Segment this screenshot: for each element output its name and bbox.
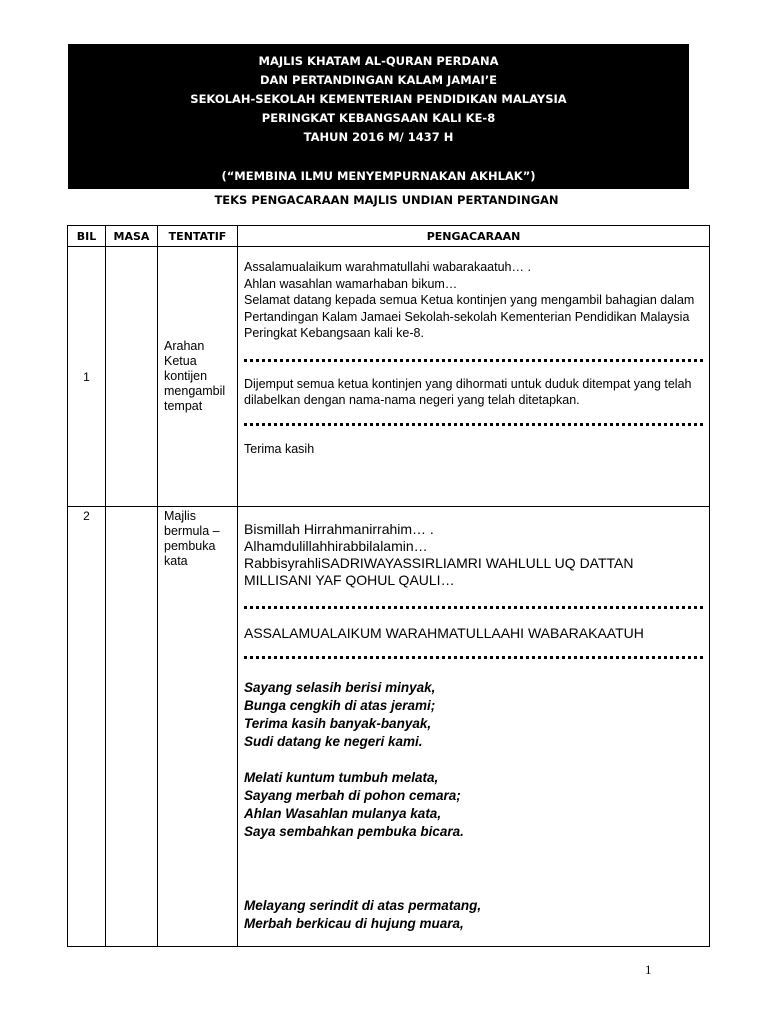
row2-line-1: Bismillah Hirrahmanirrahim… . xyxy=(244,521,434,537)
pantun-1-line-1: Sayang selasih berisi minyak, xyxy=(244,680,436,695)
row1-paragraph-2: Dijemput semua ketua kontinjen yang dihormati untuk duduk ditempat yang telah dilabelkan dengan nama-nama negeri yang telah ditetapkan. xyxy=(244,376,692,407)
header-bil: BIL xyxy=(68,226,106,247)
pantun-3-line-1: Melayang serindit di atas permatang, xyxy=(244,898,482,913)
header-motto: (“MEMBINA ILMU MENYEMPURNAKAN AKHLAK”) xyxy=(221,169,536,183)
pantun-1-line-4: Sudi datang ke negeri kami. xyxy=(244,734,423,749)
row1-paragraph-3: Terima kasih xyxy=(244,441,315,456)
row2-line-2: Alhamdulillahhirabbilalamin… xyxy=(244,538,428,554)
header-line-3: SEKOLAH-SEKOLAH KEMENTERIAN PENDIDIKAN MALAYSIA xyxy=(190,92,567,106)
row1-pengacaraan xyxy=(238,247,710,507)
header-line-4: PERINGKAT KEBANGSAAN KALI KE-8 xyxy=(261,111,496,125)
document-title: TEKS PENGACARAAN MAJLIS UNDIAN PERTANDINGAN xyxy=(214,193,559,207)
header-banner xyxy=(68,44,689,189)
table-header-row xyxy=(68,226,710,247)
pantun-2-line-2: Sayang merbah di pohon cemara; xyxy=(244,788,461,803)
row1-bil xyxy=(68,247,106,507)
pantun-2-line-1: Melati kuntum tumbuh melata, xyxy=(244,770,439,785)
table-row xyxy=(68,507,710,947)
row2-tentatif: Majlis bermula – pembuka kata xyxy=(158,507,238,947)
pantun-3-line-2: Merbah berkicau di hujung muara, xyxy=(244,916,464,931)
row1-line-3: Selamat datang kepada semua Ketua kontinjen yang mengambil bahagian dalam Pertandingan Kalam Jamaei Sekolah-sekolah Kementerian Pendidikan Malaysia Peringkat Kebangsaan kali ke-8. xyxy=(244,293,695,340)
header-line-2: DAN PERTANDINGAN KALAM JAMAI’E xyxy=(259,73,498,87)
program-table xyxy=(67,225,710,947)
pantun-1-line-2: Bunga cengkih di atas jerami; xyxy=(244,698,436,713)
pantun-2-line-4: Saya sembahkan pembuka bicara. xyxy=(244,824,464,839)
header-tentatif: TENTATIF xyxy=(158,226,238,247)
row2-line-3: RabbisyrahliSADRIWAYASSIRLIAMRI WAHLULL UQ DATTAN MILLISANI YAF QOHUL QAULI… xyxy=(244,555,634,588)
page-number: 1 xyxy=(645,962,652,977)
row2-bil: 2 xyxy=(68,507,106,947)
pantun-2-line-3: Ahlan Wasahlan mulanya kata, xyxy=(244,806,442,821)
row1-bil-value: 1 xyxy=(83,369,90,384)
row1-tentatif: Arahan Ketua kontijen mengambil tempat xyxy=(158,247,238,507)
header-masa: MASA xyxy=(106,226,158,247)
pantun-1-line-3: Terima kasih banyak-banyak, xyxy=(244,716,432,731)
header-line-5: TAHUN 2016 M/ 1437 H xyxy=(303,130,454,144)
header-pengacaraan: PENGACARAAN xyxy=(238,226,710,247)
row1-line-2: Ahlan wasahlan wamarhaban bikum… xyxy=(244,276,458,291)
row2-masa xyxy=(106,507,158,947)
row1-masa xyxy=(106,247,158,507)
row2-pengacaraan xyxy=(238,507,710,947)
header-line-1: MAJLIS KHATAM AL-QURAN PERDANA xyxy=(258,54,499,68)
table-row xyxy=(68,247,710,507)
row1-line-1: Assalamualaikum warahmatullahi wabarakaatuh… . xyxy=(244,260,531,274)
row2-salam: ASSALAMUALAIKUM WARAHMATULLAAHI WABARAKAATUH xyxy=(244,625,644,641)
